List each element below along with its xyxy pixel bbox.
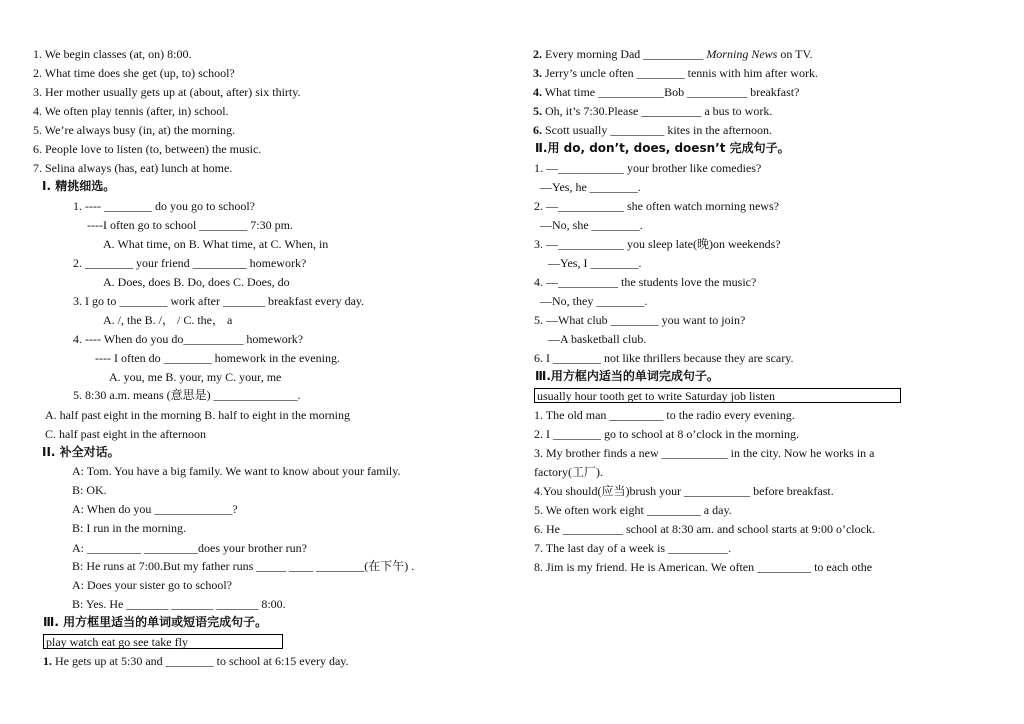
choice-question-4: 4. ---- When do you do__________ homework? [73,332,304,346]
choice-options-4: A. you, me B. your, my C. your, me [109,370,282,384]
word-box-left: play watch eat go see take fly [43,634,283,649]
section-heading-dialogue: II. 补全对话。 [42,445,120,459]
wordbox-question-1 [43,654,349,669]
fill-question-6: 6. He __________ school at 8:30 am. and school starts at 9:00 o’clock. [534,522,875,536]
question-number: 2. [533,47,542,61]
question-text: Scott usually _________ kites in the afternoon. [542,123,772,137]
do-answer-3: —Yes, I ________. [548,256,642,270]
dialogue-line-1: A: Tom. You have a big family. We want to know about your family. [72,464,401,478]
question-number: 5. [533,104,542,118]
dialogue-line-7: A: Does your sister go to school? [72,578,232,592]
wordbox-question-5 [533,104,772,119]
match-item-6: 6. People love to listen (to, between) the music. [33,142,262,156]
match-item-4: 4. We often play tennis (after, in) school. [33,104,229,118]
section-heading-do-does: Ⅱ.用 do, don’t, does, doesn’t 完成句子。 [535,141,790,155]
dialogue-line-2: B: OK. [72,483,107,497]
fill-question-5: 5. We often work eight _________ a day. [534,503,732,517]
choice-options-5b: C. half past eight in the afternoon [45,427,206,441]
match-item-2: 2. What time does she get (up, to) school? [33,66,235,80]
match-item-1: 1. We begin classes (at, on) 8:00. [33,47,192,61]
do-question-4: 4. —__________ the students love the music? [534,275,757,289]
section-heading-wordbox-left: Ⅲ. 用方框里适当的单词或短语完成句子。 [43,615,268,629]
question-text: What time ___________Bob __________ breakfast? [542,85,800,99]
question-text: Oh, it’s 7:30.Please __________ a bus to work. [542,104,773,118]
do-answer-2: —No, she ________. [540,218,643,232]
choice-options-1: A. What time, on B. What time, at C. When, in [103,237,329,251]
question-text: Jerry’s uncle often ________ tennis with him after work. [542,66,818,80]
match-item-7: 7. Selina always (has, eat) lunch at home. [33,161,233,175]
question-italic-text: Morning News [706,47,778,61]
choice-question-3: 3. I go to ________ work after _______ breakfast every day. [73,294,365,308]
do-question-5: 5. —What club ________ you want to join? [534,313,746,327]
match-item-3: 3. Her mother usually gets up at (about, after) six thirty. [33,85,301,99]
match-item-5: 5. We’re always busy (in, at) the morning. [33,123,236,137]
dialogue-line-8: B: Yes. He _______ _______ _______ 8:00. [72,597,286,611]
section-heading-choice: I. 精挑细选。 [42,179,116,193]
choice-question-1: 1. ---- ________ do you go to school? [73,199,255,213]
fill-question-2: 2. I ________ go to school at 8 o’clock in the morning. [534,427,799,441]
wordbox-question-6 [533,123,772,138]
dialogue-line-6: B: He runs at 7:00.But my father runs _____ ____ ________(在下午) . [72,559,415,573]
word-box-right: usually hour tooth get to write Saturday job listen [534,388,901,403]
section-heading-wordbox-right: Ⅲ.用方框内适当的单词完成句子。 [535,369,719,383]
choice-options-2: A. Does, does B. Do, does C. Does, do [103,275,290,289]
wordbox-question-3 [533,66,818,81]
fill-question-7: 7. The last day of a week is __________. [534,541,732,555]
question-number: 6. [533,123,542,137]
question-number: 4. [533,85,542,99]
do-question-1: 1. —___________ your brother like comedies? [534,161,762,175]
choice-options-3: A. /, the B. /， / C. the， a [103,313,233,327]
fill-question-3: 3. My brother finds a new ___________ in the city. Now he works in a [534,446,875,460]
choice-options-5a: A. half past eight in the morning B. half to eight in the morning [45,408,350,422]
do-answer-4: —No, they ________. [540,294,648,308]
dialogue-line-4: B: I run in the morning. [72,521,186,535]
do-question-2: 2. —___________ she often watch morning news? [534,199,779,213]
question-text: He gets up at 5:30 and ________ to school at 6:15 every day. [52,654,349,668]
choice-question-4-cont: ---- I often do ________ homework in the evening. [95,351,340,365]
fill-question-1: 1. The old man _________ to the radio every evening. [534,408,795,422]
question-number: 1. [43,654,52,668]
question-text-end: on TV. [777,47,813,61]
fill-question-8: 8. Jim is my friend. He is American. We often _________ to each othe [534,560,873,574]
fill-question-3-cont: factory(工厂). [534,465,603,479]
do-question-3: 3. —___________ you sleep late(晚)on weekends? [534,237,781,251]
question-number: 3. [533,66,542,80]
wordbox-question-4 [533,85,799,100]
do-answer-5: —A basketball club. [548,332,647,346]
fill-question-4: 4.You should(应当)brush your ___________ before breakfast. [534,484,834,498]
choice-question-1-cont: ----I often go to school ________ 7:30 pm. [87,218,293,232]
dialogue-line-3: A: When do you _____________? [72,502,238,516]
dialogue-line-5: A: _________ _________does your brother run? [72,541,307,555]
choice-question-2: 2. ________ your friend _________ homework? [73,256,307,270]
do-answer-1: —Yes, he ________. [540,180,641,194]
do-question-6: 6. I ________ not like thrillers because they are scary. [534,351,794,365]
wordbox-question-2 [533,47,813,62]
choice-question-5: 5. 8:30 a.m. means (意思是) ______________. [73,388,301,402]
question-text: Every morning Dad __________ [542,47,707,61]
